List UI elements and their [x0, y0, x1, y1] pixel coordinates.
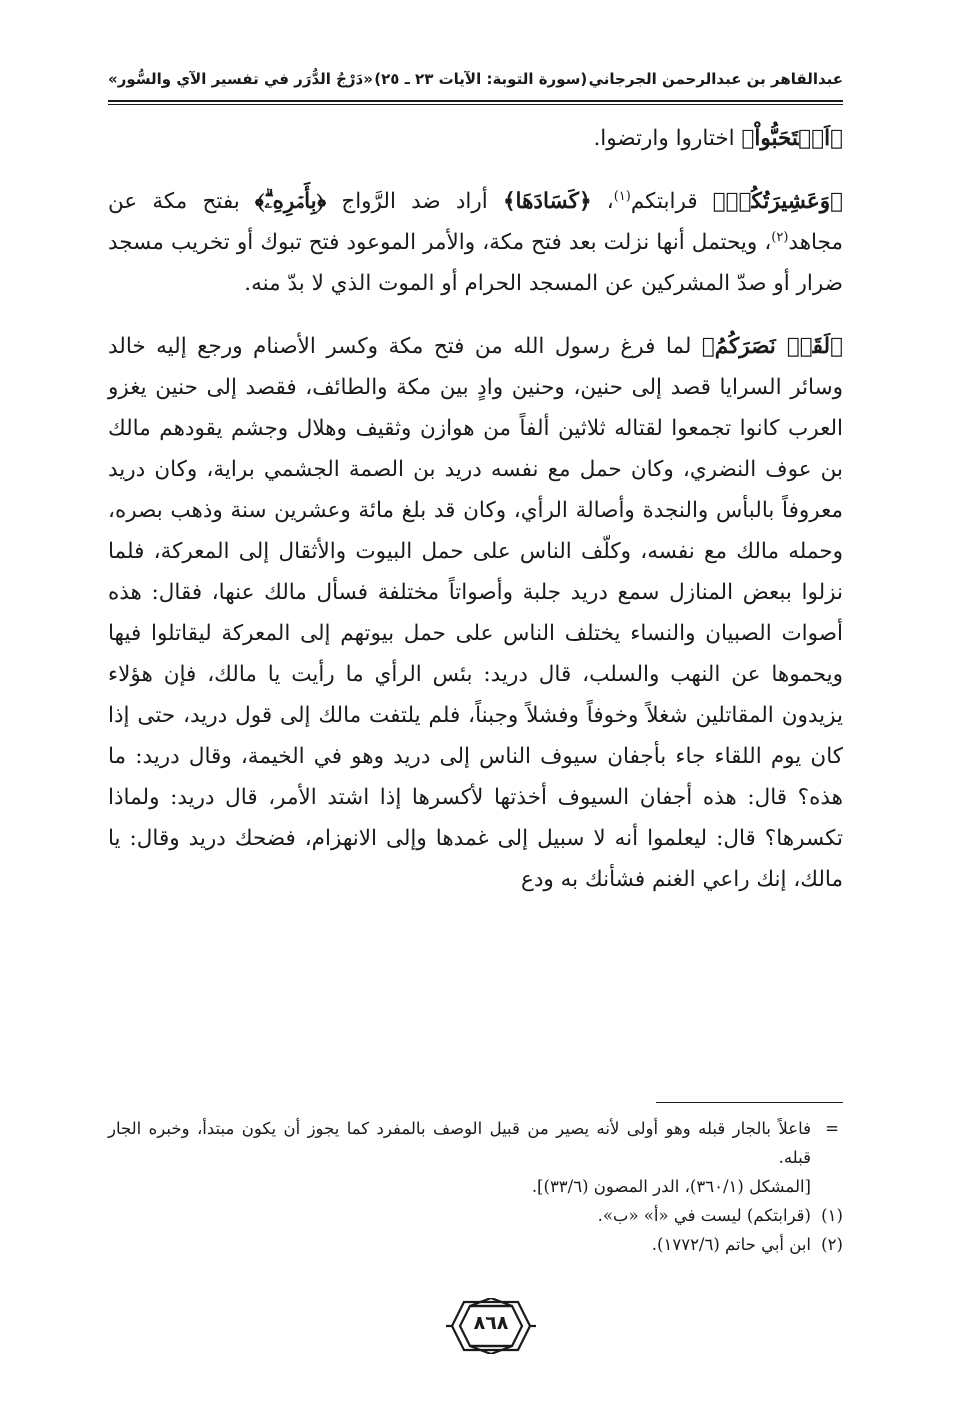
body-segment: اختاروا وارتضوا.: [593, 126, 742, 151]
quran-word: ﴿كَسَادَهَا﴾: [502, 189, 592, 214]
footnote-text: ابن أبي حاتم (١٧٧٢/٦).: [651, 1235, 811, 1254]
header-surah: (سورة التوبة: الآيات ٢٣ ـ ٢٥): [374, 70, 588, 88]
footnote-ref: (٢): [771, 229, 789, 245]
paragraph: [108, 118, 843, 159]
footnote-item: [108, 1201, 843, 1230]
body-text: [108, 118, 843, 922]
body-segment: لما فرغ رسول الله من فتح مكة وكسر الأصنام ورجع إليه خالد وسائر السرايا قصد إلى حنين، وحنين وادٍ بين مكة والطائف، فقصد إلى حنين يغزو العرب كانوا تجمعوا لقتاله ثلاثين ألفاً من هوازن وثقيف وهلال وجشم يقودهم مالك بن عوف النضري، وكان حمل مع نفسه دريد بن الصمة الجشمي براية، وكان دريد معروفاً بالبأس والنجدة وأصالة الرأي، وكان قد بلغ مائة وعشرين سنة وذهب بصره، وحمله مالك مع نفسه، وكلّف الناس على حمل البيوت والأثقال إلى المعركة، فلما نزلوا ببعض المنازل سمع دريد جلبة وأصواتاً مختلفة فسأل مالك عنها، فقال: هذه أصوات الصبيان والنساء يختلف الناس على حمل بيوتهم إلى المعركة ليقاتلوا فيها ويحموها عن النهب والسلب، قال دريد: بئس الرأي ما رأيت يا مالك، فإن هؤلاء يزيدون المقاتلين شغلاً وخوفاً وفشلاً وجبناً، فلم يلتفت مالك إلى قول دريد، حتى إذا كان يوم اللقاء جاء بأجفان سيوف الناس إلى دريد وهو في الخيمة، وقال دريد: ما هذه؟ قال: هذه أجفان السيوف أخذتها لأكسرها إذا اشتد الأمر، قال دريد: ولماذا تكسرها؟ قال: ليعلموا أنه لا سبيل إلى غمدها وإلى الانهزام، فضحك دريد وقال: يا مالك، إنك راعي الغنم فشأنك به ودع: [108, 334, 843, 892]
footnote-number: (١): [821, 1206, 843, 1225]
header-author: عبدالقاهر بن عبدالرحمن الجرجاني: [588, 70, 843, 88]
header-book-title: «دَرْجُ الدُّرَر في تفسير الآي والسُّور»: [108, 70, 373, 88]
quran-word: ﴿اَسۡتَحَبُّواْ﴾: [741, 126, 843, 151]
running-header: [108, 64, 843, 94]
paragraph: [108, 326, 843, 900]
page-number: ٨٦٨: [473, 1312, 509, 1334]
footnote-ref: (١): [613, 188, 631, 204]
body-segment: بفتح مكة عن مجاهد: [108, 189, 843, 255]
footnote-separator: [656, 1102, 843, 1103]
header-rule: [108, 100, 843, 102]
footnote-citation-text: [المشكل (٣٦٠/١)، الدر المصون (٣٣/٦)].: [531, 1177, 811, 1196]
footnote-citation: [108, 1172, 843, 1201]
quran-word: ﴿لَقَدۡ نَصَرَكُمُ﴾: [701, 334, 843, 359]
body-segment: أراد ضد الرَّواج: [326, 189, 503, 214]
footnote-text: (قرابتكم) ليست في «أ» «ب».: [597, 1206, 811, 1225]
header-rule-thin: [108, 104, 843, 105]
body-segment: ، ويحتمل أنها نزلت بعد فتح مكة، والأمر الموعود فتح تبوك أو تخريب مسجد ضرار أو صدّ المشركين عن المسجد الحرام أو الموت الذي لا بدّ منه.: [108, 230, 843, 296]
quran-word: ﴿بِأَمۡرِهِۦۗ﴾: [254, 189, 327, 214]
footnote-continuation: [108, 1114, 843, 1172]
quran-word: ﴿وَعَشِيرَتُكُمۡ﴾: [712, 189, 843, 214]
footnote-number: (٢): [821, 1235, 843, 1254]
footnote-item: [108, 1230, 843, 1259]
footnote-continuation-text: فاعلاً بالجار قبله وهو أولى لأنه يصير من قبيل الوصف بالمفرد كما يجوز أن يكون مبتدأ، وخبره الجار قبله.: [108, 1119, 811, 1167]
body-segment: ،: [591, 189, 614, 214]
page-number-ornament: [446, 1298, 536, 1354]
footnotes: [108, 1114, 843, 1259]
footnote-continuation-mark: =: [825, 1119, 839, 1138]
paragraph: [108, 181, 843, 304]
body-segment: قرابتكم: [630, 189, 713, 214]
